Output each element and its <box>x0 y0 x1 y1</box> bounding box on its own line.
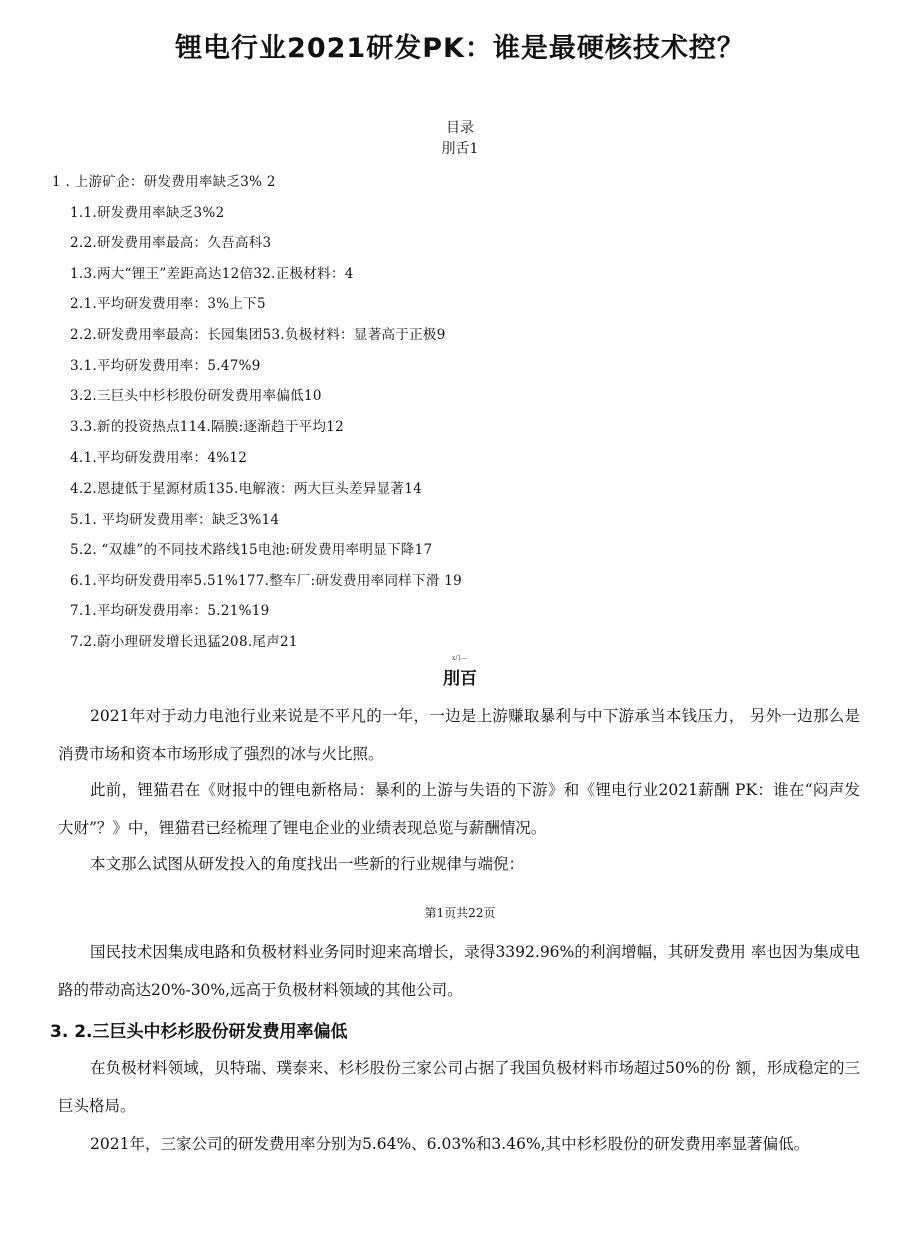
document-title: 锂电行业2021研发PK：谁是最硬核技术控？ <box>175 33 745 64</box>
toc-item[interactable]: 3.1.平均研发费用率：5.47%9 <box>70 358 261 374</box>
section-title: 刖百 <box>443 669 477 689</box>
toc-item[interactable]: 1.3.两大“锂王”差距高达12倍32.正极材料：4 <box>70 266 354 282</box>
toc-item[interactable]: 6.1.平均研发费用率5.51%177.整车厂:研发费用率同样下滑 19 <box>70 573 463 589</box>
body-paragraph: 国民技术因集成电路和负极材料业务同时迎来高增长，录得3392.96%的利润增幅，其研发费用 率也因为集成电路的带动高达20%-30%,远高于负极材料领域的其他公司。 <box>58 943 860 999</box>
toc-item[interactable]: 4.2.恩捷低于星源材质135.电解液：两大巨头差异显著14 <box>70 481 422 497</box>
toc-subtitle: 刖舌1 <box>441 141 479 157</box>
body-paragraph: 在负极材料领域，贝特瑞、璞泰来、杉杉股份三家公司占据了我国负极材料市场超过50%的份 额，形成稳定的三巨头格局。 <box>58 1059 860 1115</box>
subsection-title: 3. 2.三巨头中杉杉股份研发费用率偏低 <box>50 1022 348 1042</box>
toc-item[interactable]: 1.1.研发费用率缺乏3%2 <box>70 205 225 221</box>
toc-item[interactable]: 3.2.三巨头中杉杉股份研发费用率偏低10 <box>70 388 322 404</box>
toc-item[interactable]: 4.1.平均研发费用率：4%12 <box>70 450 248 466</box>
page-marker: x/1— <box>452 655 468 662</box>
toc-item[interactable]: 2.2.研发费用率最高：长园集团53.负极材料：显著高于正极9 <box>70 327 446 343</box>
body-paragraph: 此前，锂猫君在《财报中的锂电新格局：暴利的上游与失语的下游》和《锂电行业2021薪酬 PK：谁在“闷声发大财”？》中，锂猫君已经梳理了锂电企业的业绩表现总览与薪酬情况。 <box>58 781 860 837</box>
toc-item[interactable]: 1 . 上游矿企：研发费用率缺乏3% 2 <box>52 174 276 190</box>
toc-title: 目录 <box>446 120 474 136</box>
toc-item[interactable]: 7.1.平均研发费用率：5.21%19 <box>70 603 270 619</box>
body-paragraph: 2021年对于动力电池行业来说是不平凡的一年，一边是上游赚取暴利与中下游承当本钱压力， 另外一边那么是消费市场和资本市场形成了强烈的冰与火比照。 <box>58 707 860 763</box>
toc-item[interactable]: 2.1.平均研发费用率：3%上下5 <box>70 296 266 312</box>
toc-item[interactable]: 3.3.新的投资热点114.隔膜:逐渐趋于平均12 <box>70 419 345 435</box>
toc-item[interactable]: 7.2.蔚小理研发增长迅猛208.尾声21 <box>70 634 298 650</box>
body-paragraph: 2021年，三家公司的研发费用率分别为5.64%、6.03%和3.46%,其中杉杉股份的研发费用率显著偏低。 <box>90 1135 810 1153</box>
page-footer: 第1页共22页 <box>424 906 496 920</box>
body-paragraph: 本文那么试图从研发投入的角度找出一些新的行业规律与端倪： <box>90 855 525 873</box>
toc-item[interactable]: 5.1. 平均研发费用率：缺乏3%14 <box>70 512 280 528</box>
toc-item[interactable]: 5.2. “双雄”的不同技术路线15电池:研发费用率明显下降17 <box>70 542 433 558</box>
toc-item[interactable]: 2.2.研发费用率最高：久吾高科3 <box>70 235 272 251</box>
